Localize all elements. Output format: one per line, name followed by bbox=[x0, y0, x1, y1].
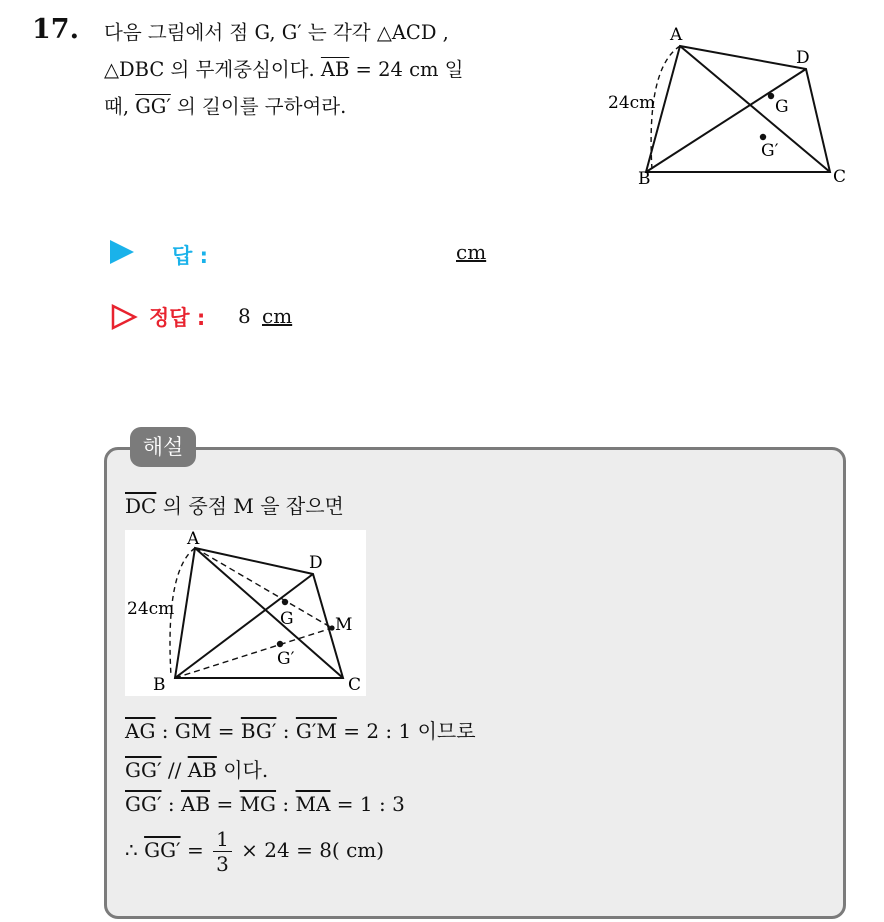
point-gp-2 bbox=[277, 641, 283, 647]
label-c-2: C bbox=[348, 675, 362, 695]
question-line-3-prefix: 때, bbox=[104, 95, 136, 118]
label-b: B bbox=[638, 169, 651, 189]
label-m: M bbox=[335, 615, 353, 635]
label-g-2: G bbox=[280, 609, 294, 629]
answer-arrow-icon bbox=[110, 240, 134, 264]
point-g bbox=[768, 93, 774, 99]
label-length-2: 24cm bbox=[127, 599, 175, 619]
solution-final: ∴ GG′ = $\frac{1}{3}$ × 24 = 8( cm) bbox=[125, 827, 385, 876]
solution-ratio-1: $\overline{AG}$ : $\overline{GM} = BG'$ : G′M = 2 : 1 이므로 bbox=[125, 719, 476, 743]
solution-parallel-rest: 이다. bbox=[216, 758, 269, 782]
question-figure bbox=[600, 20, 860, 190]
point-g-2 bbox=[282, 599, 288, 605]
correct-unit: cm bbox=[262, 304, 293, 328]
segment-bgp: BG′ bbox=[240, 719, 277, 743]
segment-mg: $\overline{MG}$ bbox=[239, 792, 277, 816]
label-g: G bbox=[775, 97, 789, 117]
question-line-3-suffix: 의 길이를 구하여라. bbox=[170, 95, 347, 118]
correct-arrow-icon bbox=[110, 303, 138, 331]
correct-value: 8 bbox=[238, 304, 251, 328]
question-line-3 bbox=[104, 88, 584, 125]
label-gp: G′ bbox=[761, 141, 779, 161]
segment-gpm: G′M bbox=[295, 719, 337, 743]
segment-ggp-4: GG′ bbox=[144, 838, 181, 862]
label-a: A bbox=[670, 25, 683, 45]
segment-ggp: GG′ bbox=[135, 95, 171, 118]
question-line-2-prefix: △DBC 의 무게중심이다. bbox=[104, 58, 321, 81]
solution-tab: 해설 bbox=[130, 427, 196, 467]
question-line-2 bbox=[104, 51, 584, 88]
label-c: C bbox=[833, 167, 847, 187]
answer-unit: cm bbox=[456, 240, 487, 264]
solution-ratio-2: GG′ : $\overline{AB} = \overline{MG}$ : $\overline{MA} = 1$ : 3 bbox=[125, 792, 405, 816]
question-line-2-suffix: = 24 cm 일 bbox=[349, 58, 464, 81]
label-a-2: A bbox=[187, 530, 200, 549]
label-b-2: B bbox=[153, 675, 166, 695]
segment-dc: $\overline{DC}$ bbox=[125, 494, 157, 518]
label-length: 24cm bbox=[608, 93, 656, 113]
point-m bbox=[329, 625, 334, 630]
answer-label: 답 : bbox=[172, 244, 208, 268]
fraction-denominator: 3 bbox=[216, 852, 229, 876]
solution-figure bbox=[125, 530, 366, 696]
point-gp bbox=[760, 134, 766, 140]
solution-ratio-1-rest: = 2 : 1 이므로 bbox=[336, 719, 476, 743]
question-line-1: 다음 그림에서 점 G, G′ 는 각각 △ACD , bbox=[104, 21, 449, 44]
label-d-2: D bbox=[309, 553, 323, 573]
solution-parallel: $GG' // \overline{AB}$ 이다. bbox=[125, 758, 269, 782]
question-number: 17. bbox=[32, 14, 79, 45]
solution-ratio-2-rest: = 1 : 3 bbox=[330, 792, 405, 816]
segment-ab: $\overline{AB}$ bbox=[320, 58, 350, 81]
segment-ggp-3: GG′ bbox=[125, 792, 162, 816]
segment-ab-2: $\overline{AB}$ bbox=[187, 758, 217, 782]
solution-line-1-text: 의 중점 M 을 잡으면 bbox=[156, 494, 344, 518]
correct-label: 정답 : bbox=[149, 306, 206, 330]
solution-line-1 bbox=[125, 490, 344, 519]
segment-ab-3: $\overline{AB}$ bbox=[180, 792, 211, 816]
fraction-numerator: 1 bbox=[213, 827, 232, 852]
segment-ggp-2: GG′ bbox=[125, 758, 162, 782]
label-gp-2: G′ bbox=[277, 649, 295, 669]
median-bm bbox=[175, 628, 332, 678]
segment-gm: $\overline{GM}$ bbox=[174, 719, 212, 743]
question-text bbox=[104, 14, 584, 125]
segment-ag: $\overline{AG}$ bbox=[125, 719, 156, 743]
solution-final-rest: × 24 = 8( cm) bbox=[234, 838, 385, 862]
therefore-symbol: ∴ bbox=[125, 838, 145, 862]
segment-ma: $\overline{MA}$ bbox=[295, 792, 331, 816]
label-d: D bbox=[796, 48, 810, 68]
fraction-one-third bbox=[213, 827, 232, 876]
